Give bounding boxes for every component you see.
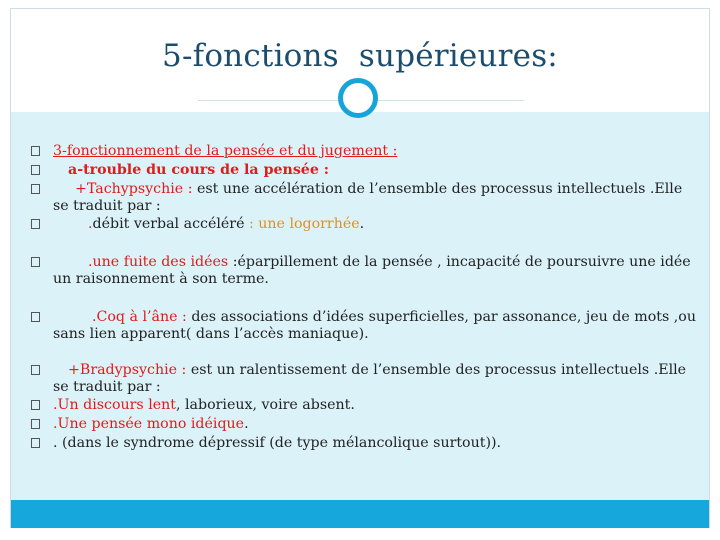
item-lead: . (dans le syndrome dépressif (de type mélancolique surtout)).: [53, 435, 502, 451]
item-lead: .une fuite des idées: [88, 254, 233, 270]
item-lead: +Tachypsychie :: [75, 181, 197, 197]
item-lead: .: [88, 216, 93, 232]
item-lead: a-trouble du cours de la pensée :: [68, 162, 330, 178]
bullet-icon: [27, 435, 43, 451]
item-text: Un discours lent: [57, 397, 176, 413]
list-item: [53, 397, 698, 414]
bullet-icon: [27, 143, 43, 159]
item-end: .: [359, 216, 365, 232]
item-lead: .Coq à l’âne :: [92, 309, 192, 325]
item-text: des associations d’idées superficielles, par assonance, jeu de mots ,ou sans lien apparent( dans l’accès maniaque).: [53, 309, 696, 342]
list-item: [53, 435, 698, 452]
footer-band: [11, 500, 709, 528]
bullet-icon: [27, 309, 43, 325]
bullet-icon: [27, 181, 43, 197]
circle-ornament-icon: [338, 78, 378, 118]
list-item: [88, 216, 720, 233]
list-item: [53, 143, 698, 160]
bullet-icon: [27, 162, 43, 178]
item-text: débit verbal accéléré: [92, 216, 245, 232]
list-item: [53, 416, 698, 433]
item-text: Une pensée mono idéique: [57, 416, 245, 432]
item-lead: 3-fonctionnement de la pensée et du jugement :: [53, 143, 398, 159]
slide-title: 5-fonctions supérieures:: [162, 38, 558, 74]
item-text: est un ralentissement de l’ensemble des processus intellectuels .Elle se traduit par :: [53, 362, 687, 395]
list-item: [53, 181, 698, 214]
item-text: est une accélération de l’ensemble des processus intellectuels .Elle se traduit par :: [53, 181, 683, 214]
list-item: [68, 162, 713, 179]
item-lead: .: [53, 397, 58, 413]
bullet-icon: [27, 362, 43, 378]
item-text: :éparpillement de la pensée , incapacité de poursuivre une idée un raisonnement à son terme.: [53, 254, 691, 287]
list-item: [53, 254, 698, 287]
item-tail: .: [244, 416, 249, 432]
item-lead: +Bradypsychie :: [68, 362, 191, 378]
list-item: [53, 362, 698, 395]
item-lead: .: [53, 416, 58, 432]
bullet-icon: [27, 216, 43, 232]
bullet-icon: [27, 254, 43, 270]
item-tail: , laborieux, voire absent.: [176, 397, 355, 413]
item-tail: : une logorrhée: [244, 216, 360, 232]
bullet-icon: [27, 397, 43, 413]
bullet-icon: [27, 416, 43, 432]
list-item: [53, 309, 698, 342]
